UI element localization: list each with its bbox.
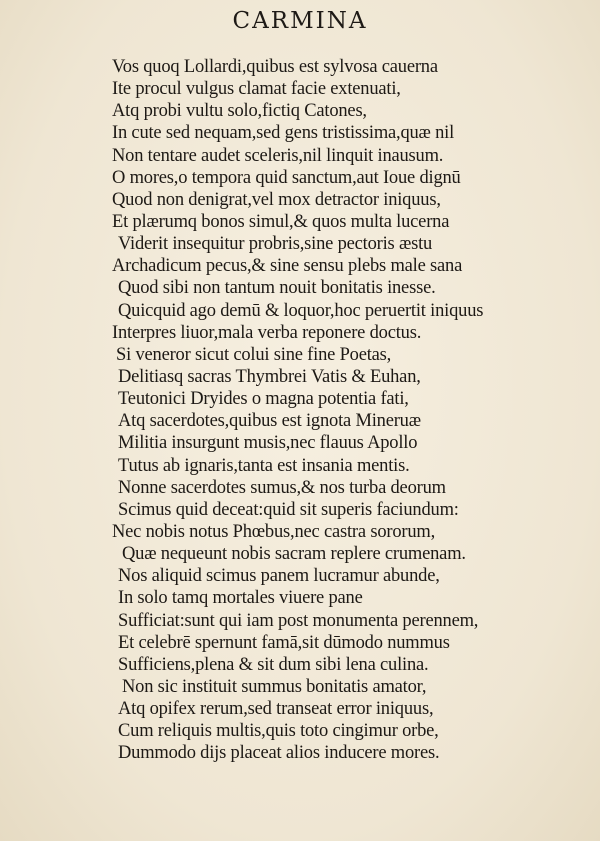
verse-line: Scimus quid deceat:quid sit superis faciundum: [118, 499, 459, 520]
verse-line: Sufficiens,plena & sit dum sibi lena culina. [118, 654, 429, 675]
verse-line: Tutus ab ignaris,tanta est insania mentis. [118, 455, 410, 476]
verse-line: Quod non denigrat,vel mox detractor iniquus, [112, 189, 441, 210]
verse-line: In cute sed nequam,sed gens tristissima,quæ nil [112, 123, 455, 144]
verse-line: Non sic instituit summus bonitatis amator, [122, 676, 427, 697]
verse-line: Atq probi vultu solo,fictiq Catones, [112, 101, 367, 122]
verse-line: Teutonici Dryides o magna potentia fati, [118, 389, 409, 410]
verse-line: In solo tamq mortales viuere pane [118, 588, 363, 609]
verse-block [112, 56, 552, 765]
verse-line: O mores,o tempora quid sanctum,aut Ioue dignū [112, 167, 461, 188]
verse-line: Quæ nequeunt nobis sacram replere crumenam. [122, 544, 466, 565]
verse-line: Et celebrē spernunt famā,sit dūmodo nummus [118, 632, 450, 653]
verse-line: Interpres liuor,mala verba reponere doctus. [112, 322, 422, 343]
verse-line: Et plærumq bonos simul,& quos multa lucerna [112, 211, 450, 232]
verse-line: Nos aliquid scimus panem lucramur abunde, [118, 566, 440, 587]
verse-line: Delitiasq sacras Thymbrei Vatis & Euhan, [118, 366, 421, 387]
running-head: CARMINA [232, 8, 368, 34]
verse-line: Dummodo dijs placeat alios inducere mores. [118, 743, 440, 764]
verse-line: Non tentare audet sceleris,nil linquit inausum. [112, 145, 444, 166]
verse-line: Nonne sacerdotes sumus,& nos turba deorum [118, 477, 446, 498]
verse-line: Vos quoq Lollardi,quibus est sylvosa cauerna [112, 57, 438, 77]
verse-line: Atq sacerdotes,quibus est ignota Mineruæ [118, 411, 421, 432]
verse-line: Militia insurgunt musis,nec flauus Apollo [118, 433, 418, 454]
verse-line: Sufficiat:sunt qui iam post monumenta perennem, [118, 610, 479, 631]
verse-line: Viderit insequitur probris,sine pectoris æstu [118, 234, 433, 255]
verse-line: Quod sibi non tantum nouit bonitatis inesse. [118, 278, 436, 299]
verse-line: Nec nobis notus Phœbus,nec castra sororum, [112, 521, 436, 542]
verse-line: Cum reliquis multis,quis toto cingimur orbe, [118, 721, 439, 742]
verse-line: Archadicum pecus,& sine sensu plebs male sana [112, 256, 463, 277]
verse-line: Atq opifex rerum,sed transeat error iniquus, [118, 699, 434, 720]
verse-line: Ite procul vulgus clamat facie extenuati, [112, 79, 401, 100]
verse-line: Si veneror sicut colui sine fine Poetas, [116, 344, 392, 365]
verse-line: Quicquid ago demū & loquor,hoc peruertit iniquus [118, 300, 484, 321]
